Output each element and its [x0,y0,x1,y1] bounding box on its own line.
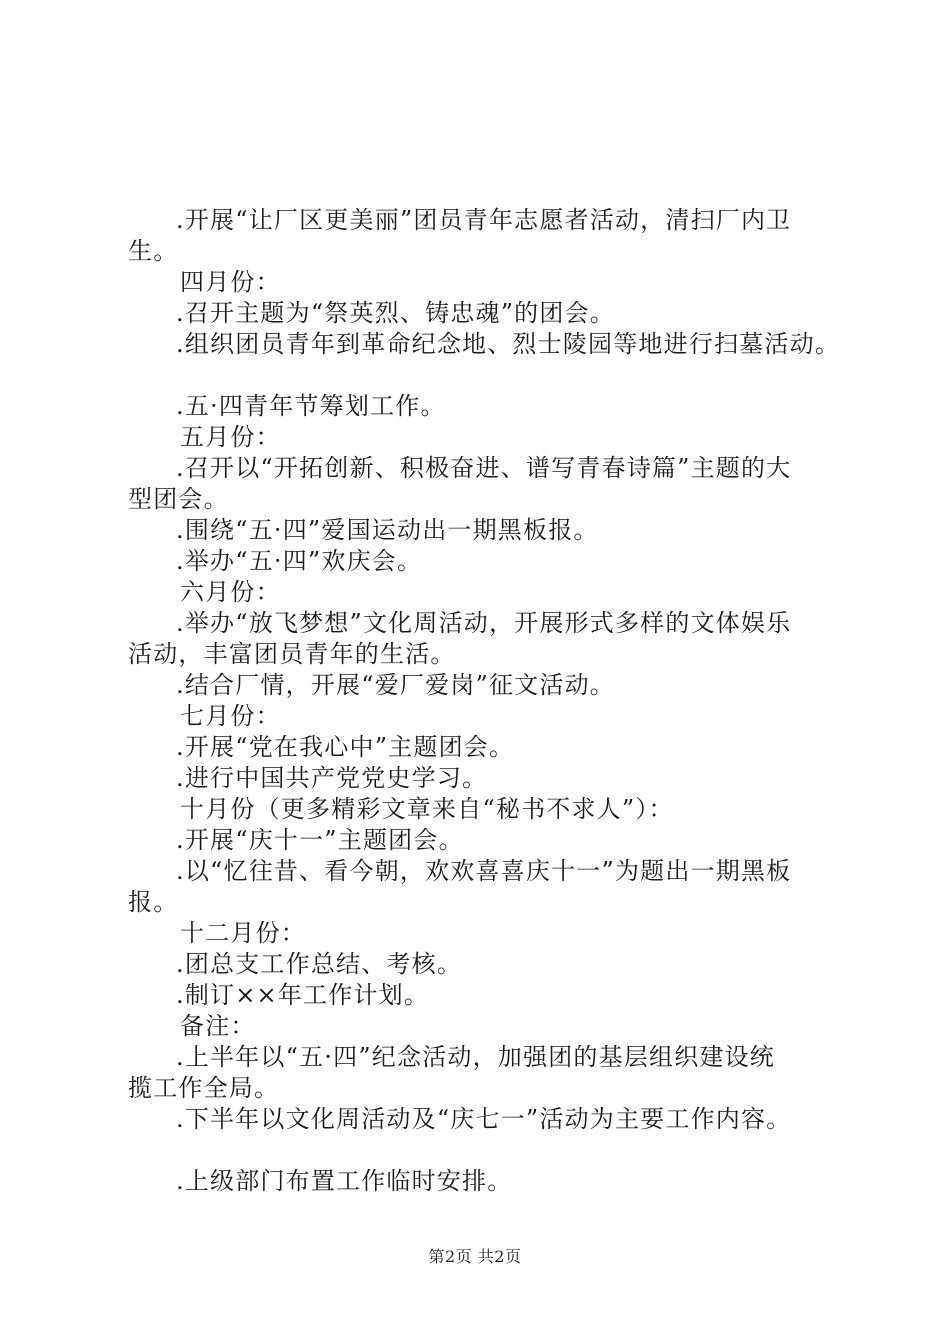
text-line: .进行中国共产党党史学习。 [176,764,488,792]
text-line: .开展“党在我心中”主题团会。 [176,733,515,761]
text-line: 七月份： [180,702,281,730]
text-line: 报。 [128,888,179,916]
text-line: 活动，丰富团员青年的生活。 [128,640,456,668]
text-line: .结合厂情，开展“爱厂爱岗”征文活动。 [176,671,615,699]
text-line: .组织团员青年到革命纪念地、烈士陵园等地进行扫墓活动。 [176,330,841,358]
text-line: .开展“庆十一”主题团会。 [176,826,464,854]
text-line: 十二月份： [180,919,306,947]
text-line: .举办“放飞梦想”文化周活动，开展形式多样的文体娱乐 [176,609,792,637]
text-line: .以“忆往昔、看今朝，欢欢喜喜庆十一”为题出一期黑板 [176,857,792,885]
text-line: 五月份： [180,423,281,451]
text-line: 生。 [128,237,179,265]
text-line: .举办“五·四”欢庆会。 [176,547,423,575]
blank-line [128,1135,840,1166]
text-line: 揽工作全局。 [128,1074,280,1102]
text-line: 四月份： [180,268,281,296]
text-line: 十月份（更多精彩文章来自“秘书不求人”）： [180,795,674,823]
blank-line [128,360,840,391]
text-line: .团总支工作总结、考核。 [176,950,463,978]
text-line: 六月份： [180,578,281,606]
text-line: .开展“让厂区更美丽”团员青年志愿者活动，清扫厂内卫 [176,206,792,234]
text-line: .制订××年工作计划。 [176,981,430,1009]
page-footer [0,1244,950,1267]
text-line: .五·四青年节筹划工作。 [176,392,446,420]
text-line: .上级部门布置工作临时安排。 [176,1167,513,1195]
text-line: .上半年以“五·四”纪念活动，加强团的基层组织建设统 [176,1043,775,1071]
text-line: 型团会。 [128,485,229,513]
text-line: .下半年以文化周活动及“庆七一”活动为主要工作内容。 [176,1105,792,1133]
text-line: 备注： [180,1012,256,1040]
document-body [128,205,840,1197]
text-line: .召开主题为“祭英烈、铸忠魂”的团会。 [176,299,615,327]
text-line: .召开以“开拓创新、积极奋进、谱写青春诗篇”主题的大 [176,454,792,482]
text-line: .围绕“五·四”爱国运动出一期黑板报。 [176,516,599,544]
page-number-label: 第2页 共2页 [428,1247,522,1266]
